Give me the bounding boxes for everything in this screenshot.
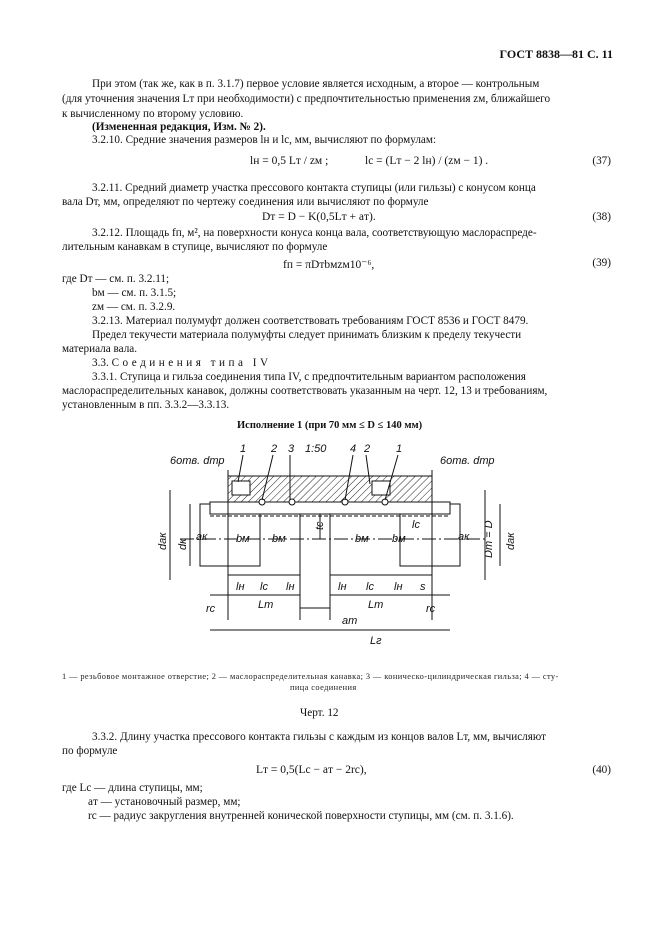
page-header: ГОСТ 8838—81 С. 11	[499, 47, 613, 61]
label-n2b: 2	[364, 443, 371, 455]
section-3-2-13-line1: 3.2.13. Материал полумуфт должен соответствовать требованиям ГОСТ 8536 и ГОСТ 8479.	[92, 315, 529, 327]
label-n4: 4	[350, 443, 357, 455]
drawing-chart-12	[140, 440, 540, 665]
formula-37-number: (37)	[592, 155, 611, 167]
label-ln-4: lн	[394, 581, 403, 593]
para1-line2: (для уточнения значения Lт при необходимости) с предпочтительностью применения zм, ближайшего	[62, 93, 551, 105]
formula-40-number: (40)	[592, 764, 611, 776]
section-3-3-heading: 3.3. Соединения типа IV	[92, 357, 272, 369]
label-tc: tс	[314, 521, 326, 530]
para1-line1: При этом (так же, как в п. 3.1.7) первое условие является исходным, а второе — контрольным	[92, 78, 540, 90]
where2-line1: где Lс — длина ступицы, мм;	[62, 782, 203, 794]
section-3-3-1-line2: маслораспределительных канавок, должны соответствовать указанным на черт. 12, 13 и требованиям,	[62, 385, 548, 397]
where2-line3: rс — радиус закругления внутренней конической поверхности ступицы, мм (см. п. 3.1.6).	[88, 810, 514, 822]
formula-37-left: lн = 0,5 Lт / zм ;	[250, 155, 329, 167]
label-ln-3: lн	[338, 581, 347, 593]
figure-caption: Черт. 12	[300, 707, 339, 719]
label-at: aт	[342, 615, 358, 627]
label-n2: 2	[271, 443, 278, 455]
section-3-3-2-line1: 3.3.2. Длину участка прессового контакта гильзы с каждым из концов валов Lт, мм, вычисляют	[92, 731, 546, 743]
label-dk-left: dк	[177, 538, 189, 550]
label-rc-right: rс	[426, 603, 436, 615]
label-ln-1: lн	[236, 581, 245, 593]
para1-line3: к вычисленному по второму условию.	[62, 108, 244, 120]
where1-line1: где Dт — см. п. 3.2.11;	[62, 273, 170, 285]
label-bm-1: bм	[236, 533, 250, 545]
label-lc-top: lс	[412, 519, 420, 531]
figure-title: Исполнение 1 (при 70 мм ≤ D ≤ 140 мм)	[237, 420, 423, 431]
label-Lt-2: Lт	[368, 599, 384, 611]
section-3-2-11-line1: 3.2.11. Средний диаметр участка прессового контакта ступицы (или гильзы) с конусом конца	[92, 182, 536, 194]
section-3-2-12-line1: 3.2.12. Площадь fп, м², на поверхности конуса конца вала, соответствующую маслораспреде-	[92, 227, 537, 239]
section-3-3-2-line2: по формуле	[62, 745, 118, 757]
label-lc-2: lс	[366, 581, 374, 593]
label-ak-left: aк	[196, 531, 208, 543]
section-3-2-10: 3.2.10. Средние значения размеров lн и lс, мм, вычисляют по формулам:	[92, 134, 437, 146]
label-s: s	[420, 581, 426, 593]
legend-line2: пица соединения	[290, 683, 357, 692]
label-hole-left: 6отв. dтр	[170, 455, 225, 467]
label-n3: 3	[288, 443, 295, 455]
label-bm-4: bм	[392, 533, 406, 545]
where1-line3: zм — см. п. 3.2.9.	[92, 301, 176, 313]
where1-line2: bм — см. п. 3.1.5;	[92, 287, 177, 299]
formula-37-right: lс = (Lт − 2 lн) / (zм − 1) .	[365, 155, 489, 167]
legend-line1: 1 — резьбовое монтажное отверстие; 2 — маслораспределительная канавка; 3 — коническо-цилиндрическая гильза; 4 — сту-	[62, 672, 559, 681]
section-3-3-1-line1: 3.3.1. Ступица и гильза соединения типа IV, с предпочтительным вариантом расположения	[92, 371, 526, 383]
label-n1: 1	[240, 443, 247, 455]
section-3-2-13-line3: материала вала.	[62, 343, 138, 355]
label-ln-2: lн	[286, 581, 295, 593]
hub-section	[228, 476, 432, 502]
formula-38: Dт = D − K(0,5Lт + aт).	[262, 211, 376, 223]
label-bm-3: bм	[355, 533, 369, 545]
label-dak-left: dак	[157, 532, 169, 550]
thread-hole-left	[232, 481, 250, 495]
label-dt: Dт = D	[483, 520, 495, 558]
label-dak-right: dак	[505, 532, 517, 550]
label-n1b: 1	[396, 443, 403, 455]
label-ak-right: aк	[458, 531, 470, 543]
label-lc-1: lс	[260, 581, 268, 593]
label-Lt-1: Lт	[258, 599, 274, 611]
label-rc-left: rс	[206, 603, 216, 615]
label-Lg: Lг	[370, 635, 382, 647]
formula-39: fп = πDтbмzм10⁻⁶,	[283, 259, 375, 271]
where2-line2: aт — установочный размер, мм;	[88, 796, 241, 808]
formula-40: Lт = 0,5(Lс − aт − 2rс),	[256, 764, 367, 776]
revision-note: (Измененная редакция, Изм. № 2).	[92, 121, 266, 133]
label-hole-right: 6отв. dтр	[440, 455, 495, 467]
section-3-2-13-line2: Предел текучести материала полумуфты следует принимать близким к пределу текучести	[92, 329, 522, 341]
section-3-2-12-line2: лительным канавкам в ступице, вычисляют по формуле	[62, 241, 328, 253]
section-3-2-11-line2: вала Dт, мм, определяют по чертежу соединения или вычисляют по формуле	[62, 196, 429, 208]
formula-39-number: (39)	[592, 257, 611, 269]
section-3-3-1-line3: установленным в пп. 3.3.2—3.3.13.	[62, 399, 230, 411]
formula-38-number: (38)	[592, 211, 611, 223]
label-taper: 1:50	[305, 443, 327, 455]
sleeve	[210, 502, 450, 514]
label-bm-2: bм	[272, 533, 286, 545]
